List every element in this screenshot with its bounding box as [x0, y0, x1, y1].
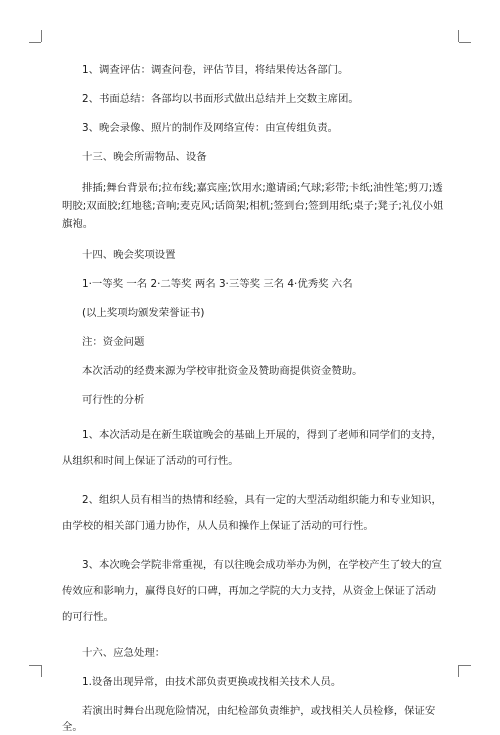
paragraph-feasibility-1: 1、本次活动是在新生联谊晚会的基础上开展的，得到了老师和同学们的支持，从组织和时间上保证了活动的可行性。 [62, 429, 442, 467]
paragraph-feasibility-heading: 可行性的分析 [82, 394, 145, 406]
paragraph-survey-evaluation: 1、调查评估：调查问卷，评估节目，将结果传达各部门。 [82, 64, 349, 76]
crop-mark-top-right-horizontal [459, 42, 471, 43]
crop-mark-bottom-left-horizontal [29, 665, 41, 666]
crop-mark-top-right-vertical [458, 30, 459, 42]
crop-mark-top-left-vertical [41, 30, 42, 42]
paragraph-funding-note-heading: 注：资金问题 [82, 336, 145, 348]
crop-mark-top-left-horizontal [29, 42, 41, 43]
crop-mark-bottom-left-vertical [41, 665, 42, 677]
paragraph-award-certificate-note: (以上奖项均颁发荣誉证书) [82, 307, 205, 319]
crop-mark-bottom-right-vertical [458, 665, 459, 677]
section-heading-items-equipment: 十三、晚会所需物品、设备 [82, 151, 207, 163]
paragraph-written-summary: 2、书面总结：各部均以书面形式做出总结并上交数主席团。 [82, 93, 359, 105]
section-heading-emergency: 十六、应急处理： [82, 647, 166, 659]
paragraph-video-photo-promotion: 3、晚会录像、照片的制作及网络宣传：由宣传组负责。 [82, 122, 338, 134]
crop-mark-bottom-right-horizontal [459, 665, 471, 666]
paragraph-feasibility-3: 3、本次晚会学院非常重视，有以往晚会成功举办为例，在学校产生了较大的宣传效应和影响力，赢得良好的口碑，再加之学院的大力支持，从资金上保证了活动的可行性。 [62, 559, 442, 623]
paragraph-award-tiers: 1·一等奖 一名 2·二等奖 两名 3·三等奖 三名 4·优秀奖 六名 [82, 278, 353, 290]
paragraph-funding-source: 本次活动的经费来源为学校审批资金及赞助商提供资金赞助。 [82, 365, 363, 377]
section-heading-awards: 十四、晚会奖项设置 [82, 249, 176, 261]
paragraph-feasibility-2: 2、组织人员有相当的热情和经验，具有一定的大型活动组织能力和专业知识，由学校的相关部门通力协作，从人员和操作上保证了活动的可行性。 [62, 494, 442, 532]
paragraph-emergency-equipment: 1.设备出现异常，由技术部负责更换或找相关技术人员。 [82, 676, 342, 688]
document-body [62, 62, 446, 735]
paragraph-emergency-stage: 若演出时舞台出现危险情况，由纪检部负责维护，或找相关人员检修，保证安全。 [62, 705, 436, 733]
paragraph-items-list: 排插;舞台背景布;拉布线;嘉宾座;饮用水;邀请函;气球;彩带;卡纸;油性笔;剪刀;透明胶;双面胶;红地毯;音响;麦克风;话筒架;相机;签到台;签到用纸;桌子;凳子;礼仪小姐旗袍。 [62, 182, 444, 230]
